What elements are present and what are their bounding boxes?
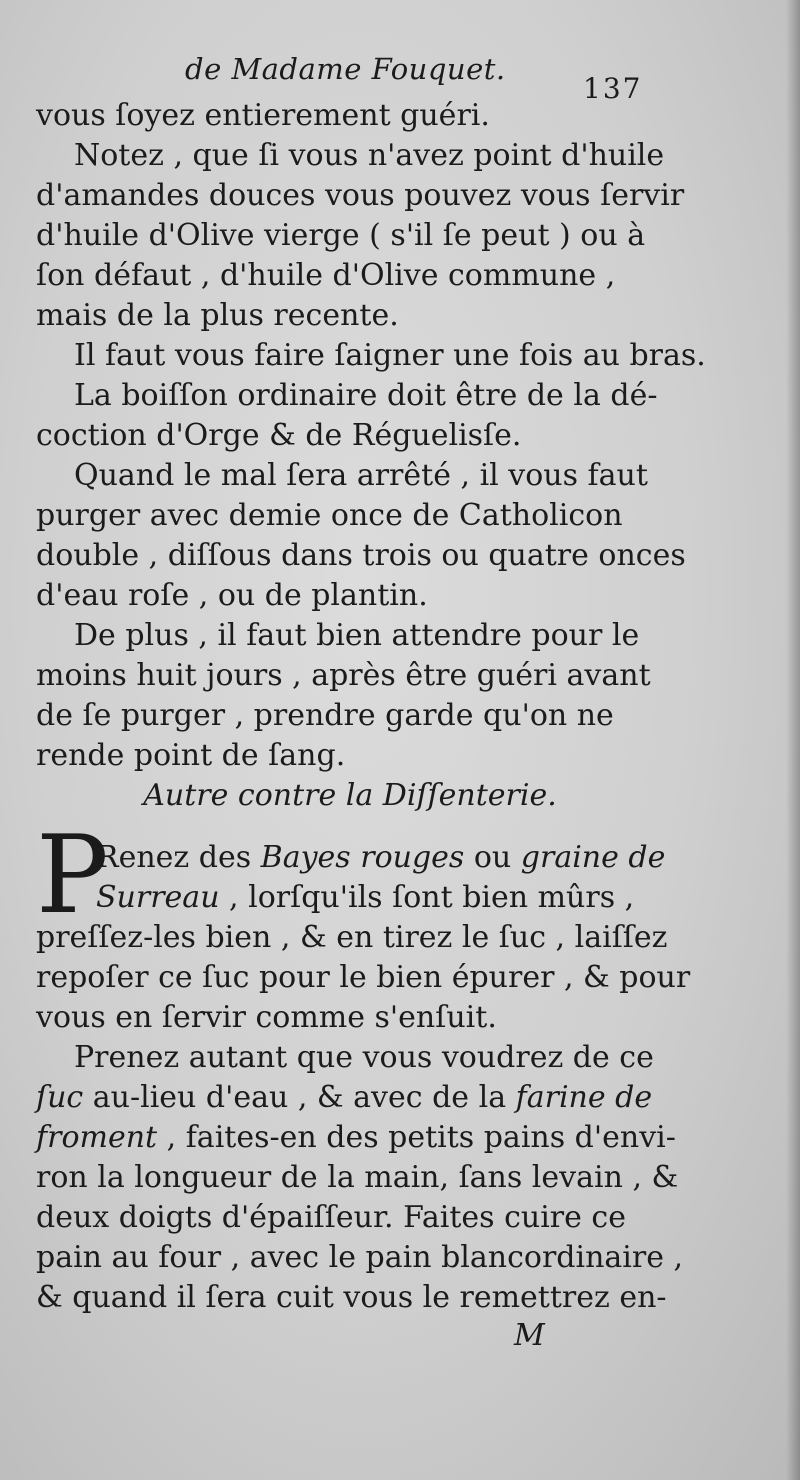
text-line: Renez des Bayes rouges ou graine de: [96, 840, 666, 875]
text-line: De plus , il faut bien attendre pour le: [74, 618, 640, 653]
text-line: mais de la plus recente.: [36, 298, 399, 333]
drop-cap: P: [36, 813, 109, 938]
text-line: d'amandes douces vous pouvez vous ſervir: [36, 178, 685, 213]
text-line: La boiſſon ordinaire doit être de la dé-: [74, 378, 658, 413]
text-line: d'huile d'Olive vierge ( s'il ſe peut ) ou à: [36, 218, 646, 253]
page-number: 137: [583, 72, 643, 105]
text-line: repoſer ce ſuc pour le bien épurer , & pour: [36, 960, 691, 995]
running-head: de Madame Fouquet.: [185, 52, 506, 86]
text-line: Prenez autant que vous voudrez de ce: [74, 1040, 654, 1075]
text-line: froment , faites-en des petits pains d'envi-: [36, 1120, 676, 1155]
text-line: ron la longueur de la main, ſans levain , &: [36, 1160, 679, 1195]
text-line: purger avec demie once de Catholicon: [36, 498, 623, 533]
text-line: Notez , que ſi vous n'avez point d'huile: [74, 138, 665, 173]
text-line: rende point de ſang.: [36, 738, 346, 773]
text-line: Il faut vous faire ſaigner une fois au bras.: [74, 338, 706, 373]
catchword: M: [514, 1318, 545, 1353]
text-line: preſſez-les bien , & en tirez le ſuc , laiſſez: [36, 920, 668, 955]
text-line: coction d'Orge & de Réguelisſe.: [36, 418, 522, 453]
text-line: de ſe purger , prendre garde qu'on ne: [36, 698, 614, 733]
page-gutter-shadow: [786, 0, 800, 1480]
text-line: ſuc au-lieu d'eau , & avec de la farine de: [36, 1080, 653, 1115]
text-line: ſon défaut , d'huile d'Olive commune ,: [36, 258, 616, 293]
text-line: deux doigts d'épaiſſeur. Faites cuire ce: [36, 1200, 626, 1235]
text-line: Surreau , lorſqu'ils ſont bien mûrs ,: [96, 880, 635, 915]
text-line: Quand le mal ſera arrêté , il vous faut: [74, 458, 648, 493]
text-line: vous ſoyez entierement guéri.: [36, 98, 490, 133]
text-line: vous en ſervir comme s'enſuit.: [36, 1000, 497, 1035]
text-line: moins huit jours , après être guéri avant: [36, 658, 651, 693]
section-heading: Autre contre la Diſſenterie.: [143, 778, 557, 813]
text-line: double , diſſous dans trois ou quatre onces: [36, 538, 686, 573]
text-line: & quand il ſera cuit vous le remettrez en-: [36, 1280, 667, 1315]
text-line: d'eau roſe , ou de plantin.: [36, 578, 428, 613]
text-line: pain au four , avec le pain blancordinaire ,: [36, 1240, 684, 1275]
